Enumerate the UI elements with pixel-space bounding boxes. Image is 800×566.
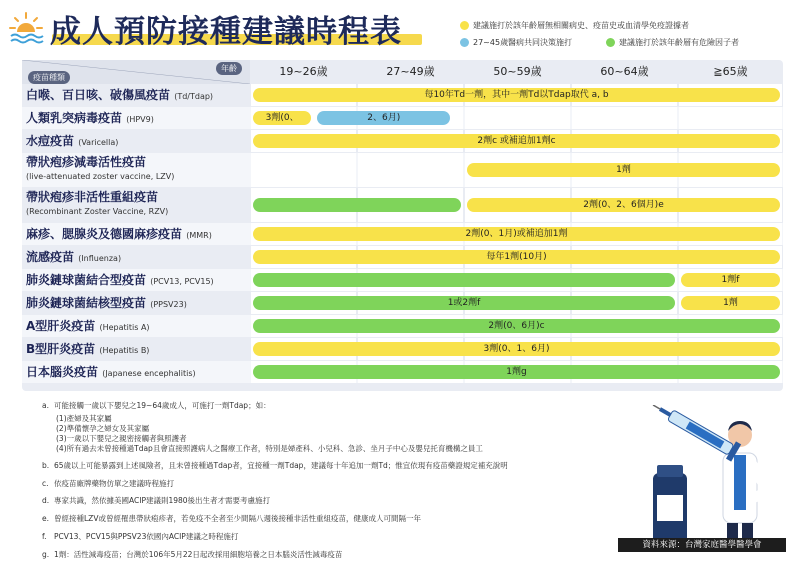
vaccine-name-zh: 帶狀疱疹非活性重組疫苗 <box>26 190 159 204</box>
schedule-bar: 1劑 <box>681 296 780 310</box>
yellow-dot-icon <box>460 21 469 30</box>
table-row <box>22 246 783 268</box>
green-dot-icon <box>606 38 615 47</box>
age-col-19-26: 19~26歲 <box>279 65 328 78</box>
vaccine-name <box>26 191 168 218</box>
footnote-text: PCV13、PCV15與PPSV23依國內ACIP建議之時程施打 <box>54 532 239 541</box>
schedule-bar <box>253 198 461 212</box>
vaccine-name-en: (live-attenuated zoster vaccine, LZV) <box>26 172 175 181</box>
footnote-text: 65歲以上可能暴露到上述風險者，且未曾接種過Tdap者，宜接種一劑Tdap，建議每十年追加一劑Td；惟宜依現有疫苗藥證規定補充說明 <box>54 461 508 470</box>
footnote-text: (1)產婦及其家屬 <box>56 414 112 423</box>
legend-item-green <box>606 37 739 48</box>
schedule-bar: 每年1劑(10月) <box>253 250 780 264</box>
footnote <box>42 460 508 471</box>
page-title: 成人預防接種建議時程表 <box>50 14 402 50</box>
table-header <box>22 60 783 84</box>
age-col-27-49: 27~49歲 <box>386 65 435 78</box>
vaccine-name-en: (Varicella) <box>78 138 119 147</box>
age-col-50-59: 50~59歲 <box>493 65 542 78</box>
vaccine-name <box>26 107 154 129</box>
footnote <box>42 531 238 542</box>
vaccine-name-zh: 水痘疫苗 <box>26 134 75 148</box>
schedule-bar: 2劑(0、1月)或補追加1劑 <box>253 227 780 241</box>
table-row <box>22 130 783 152</box>
legend-label: 建議施打於該年齡層無相關病史、疫苗史或血清學免疫證據者 <box>473 21 689 30</box>
schedule-bar: 2劑(0、2、6個月)e <box>467 198 780 212</box>
footnote <box>56 443 483 454</box>
footnote-text: 曾經接種LZV或曾經罹患帶狀疱疹者，若免疫不全者至少間隔八週後接種非活性重組疫苗，健康成人可間隔一年 <box>54 514 421 523</box>
vaccine-name-en: (Japanese encephalitis) <box>102 369 196 378</box>
table-cell <box>465 107 570 129</box>
vaccine-name-en: (HPV9) <box>126 115 154 124</box>
table-cell <box>679 107 782 129</box>
vaccine-name-zh: 白喉、百日咳、破傷風疫苗 <box>26 88 171 102</box>
footnote-key: b. <box>42 461 50 470</box>
footnote-text: (4)所有過去未曾接種過Tdap且會直接照護病人之醫療工作者，特別是婦產科、小兒科、急診、坐月子中心及嬰兒托育機構之員工 <box>56 444 483 453</box>
table-row <box>22 153 783 187</box>
table-row <box>22 188 783 222</box>
legend-label: 27~45歲醫病共同決策施打 <box>473 38 573 47</box>
vaccine-name-zh: 麻疹、腮腺炎及德國麻疹疫苗 <box>26 227 183 241</box>
table-row <box>22 361 783 383</box>
vaccine-name-zh: 肺炎鏈球菌結合型疫苗 <box>26 273 147 287</box>
vaccine-name <box>26 84 213 106</box>
vaccine-name-en: (Hepatitis A) <box>99 323 150 332</box>
table-cell <box>251 153 356 187</box>
schedule-bar: 3劑(0、1、6月) <box>253 342 780 356</box>
age-tag: 年齡 <box>216 62 242 75</box>
table-row <box>22 269 783 291</box>
vaccine-name-en: (PPSV23) <box>150 300 187 309</box>
vaccine-name-zh: 流感疫苗 <box>26 250 75 264</box>
vaccine-name-en: (Td/Tdap) <box>174 92 214 101</box>
footnote-key: e. <box>42 514 49 523</box>
schedule-bar: 每10年Td一劑，其中一劑Td以Tdap取代 a, b <box>253 88 780 102</box>
vaccine-name-zh: A型肝炎疫苗 <box>26 319 96 333</box>
footnote-text: 依疫苗廠牌藥物仿單之建議時程施打 <box>54 479 174 488</box>
vaccine-name-zh: 日本腦炎疫苗 <box>26 365 99 379</box>
vaccine-name <box>26 292 187 314</box>
vaccine-name-zh: B型肝炎疫苗 <box>26 342 96 356</box>
footnote <box>42 513 421 524</box>
footnote <box>42 400 271 411</box>
table-row <box>22 338 783 360</box>
table-cell <box>572 107 677 129</box>
footnote <box>42 478 174 489</box>
vaccine-name <box>26 361 196 383</box>
footnote-text: (2)準備懷孕之婦女及其家屬 <box>56 424 150 433</box>
footnote-text: 專家共識，然依據美國ACIP建議則1980後出生者才需要考慮施打 <box>54 496 271 505</box>
vaccine-name <box>26 130 118 152</box>
footnote-key: c. <box>42 479 49 488</box>
vaccine-name-en: (MMR) <box>186 231 212 240</box>
footnote-text: (3)一歲以下嬰兒之親密接觸者與照護者 <box>56 434 187 443</box>
age-col-65plus: ≧65歲 <box>713 65 748 78</box>
vaccine-name-zh: 帶狀疱疹減毒活性疫苗 <box>26 155 147 169</box>
schedule-bar: 2劑c 或補追加1劑c <box>253 134 780 148</box>
schedule-bar: 1劑f <box>681 273 780 287</box>
vaccine-name-en: (PCV13, PCV15) <box>150 277 214 286</box>
legend-item-blue <box>460 37 572 48</box>
schedule-bar: 2劑(0、6月)c <box>253 319 780 333</box>
age-col-60-64: 60~64歲 <box>600 65 649 78</box>
schedule-bar: 2、6月) <box>317 111 450 125</box>
doctor-with-syringe-illustration <box>645 405 785 555</box>
footnote-key: f. <box>42 532 47 541</box>
footnote <box>42 549 342 560</box>
vaccine-name-zh: 肺炎鏈球菌結核型疫苗 <box>26 296 147 310</box>
vaccine-name <box>26 156 174 183</box>
table-row <box>22 292 783 314</box>
vaccine-type-tag: 疫苗種類 <box>28 71 70 84</box>
legend-label: 建議施打於該年齡層有危險因子者 <box>619 38 739 47</box>
vaccine-name-en: (Hepatitis B) <box>99 346 150 355</box>
vaccine-name <box>26 246 121 268</box>
footnote-text: 可能接觸一歲以下嬰兒之19~64歲成人，可施打一劑Tdap；如： <box>54 401 271 410</box>
schedule-bar: 3劑(0、 <box>253 111 311 125</box>
footnote-key: d. <box>42 496 50 505</box>
vaccine-name <box>26 338 149 360</box>
footnote-key: g. <box>42 550 50 559</box>
blue-dot-icon <box>460 38 469 47</box>
vaccine-name <box>26 269 214 291</box>
table-row <box>22 107 783 129</box>
table-cell <box>358 153 463 187</box>
vaccine-name-zh: 人類乳突病毒疫苗 <box>26 111 123 125</box>
schedule-bar: 1劑 <box>467 163 780 177</box>
table-row <box>22 315 783 337</box>
footnote <box>42 495 270 506</box>
schedule-table <box>22 60 783 391</box>
source-credit: 資料來源：台灣家庭醫學醫學會 <box>618 538 786 552</box>
table-row <box>22 84 783 106</box>
vaccine-name-en: (Influenza) <box>78 254 122 263</box>
sun-logo-icon <box>8 10 44 46</box>
legend-item-yellow <box>460 20 689 31</box>
table-row <box>22 223 783 245</box>
vaccine-name <box>26 223 212 245</box>
schedule-bar: 1或2劑f <box>253 296 675 310</box>
footnote-key: a. <box>42 401 49 410</box>
footnote-text: 1劑：活性減毒疫苗；台灣於106年5月22日起改採用細胞培養之日本腦炎活性減毒疫苗 <box>54 550 343 559</box>
schedule-bar <box>253 273 675 287</box>
schedule-bar: 1劑g <box>253 365 780 379</box>
vaccine-name <box>26 315 150 337</box>
vaccine-name-en: (Recombinant Zoster Vaccine, RZV) <box>26 207 169 216</box>
